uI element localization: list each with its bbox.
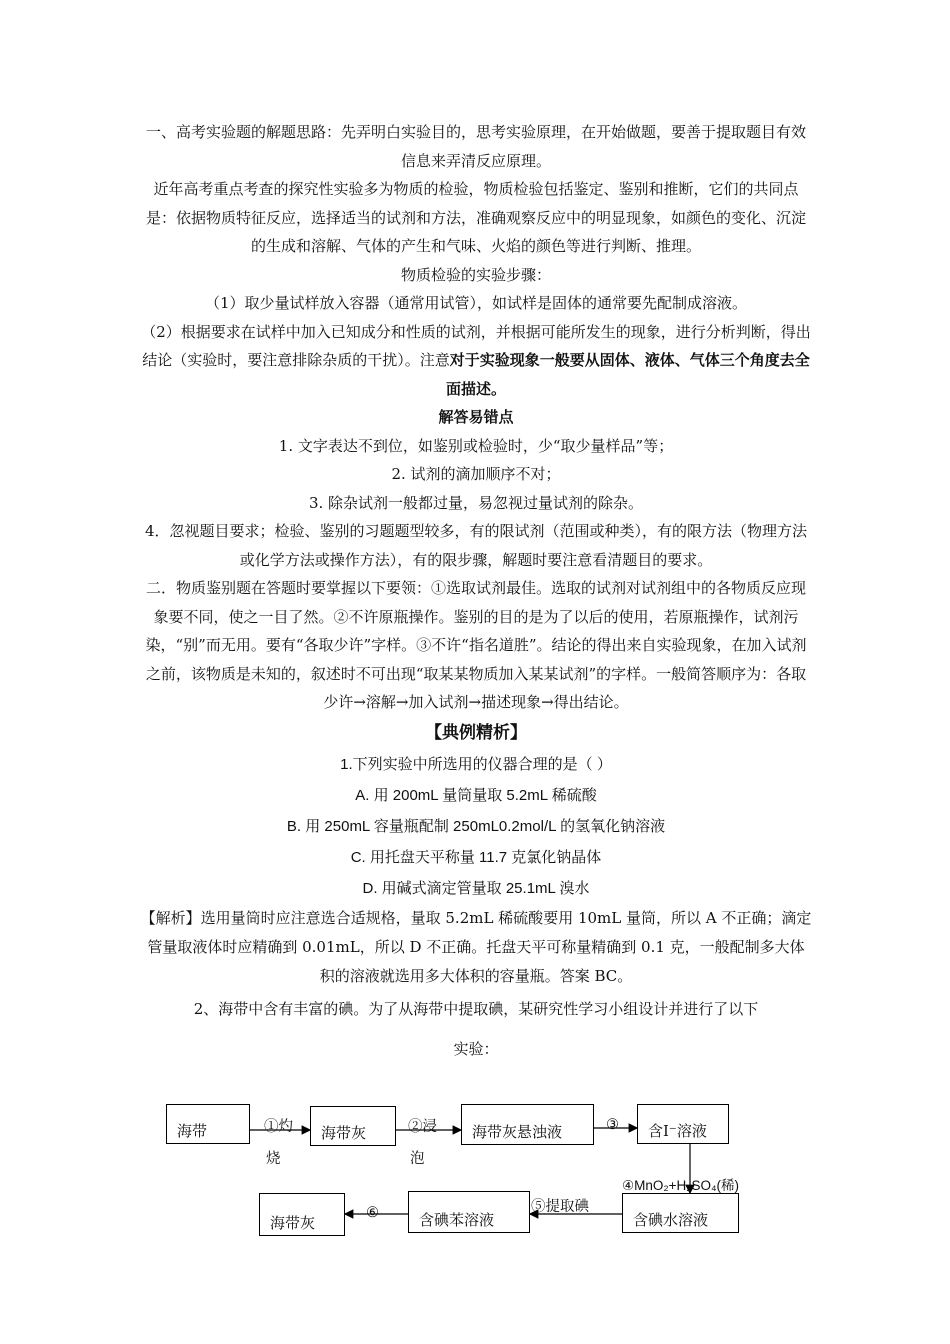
option-b: B. 用 250mL 容量瓶配制 250mL0.2mol/L 的氢氧化钠溶液	[286, 817, 666, 835]
box-iodine-water: 含碘水溶液	[622, 1193, 739, 1233]
option-c: C. 用托盘天平称量 11.7 克氯化钠晶体	[350, 848, 602, 866]
error-item: 2. 试剂的滴加顺序不对；	[391, 465, 561, 483]
option-a: A. 用 200mL 量筒量取 5.2mL 稀硫酸	[355, 786, 597, 804]
question-2-stem-end: 实验：	[453, 1040, 499, 1058]
step-4-label: ④MnO₂+H₂SO₄(稀)	[622, 1178, 739, 1193]
box-ash-suspension: 海带灰悬浊液	[461, 1104, 594, 1145]
analysis-paragraph: 【解析】选用量筒时应注意选合适规格，量取 5.2mL 稀硫酸要用 10mL 量筒，所以 A 不正确；滴定管量取液体时应精确到 0.01mL，所以 D 不正确。托盘天平可称量精确到 0.1 克，一般配制多大体积的溶液就选用多大体积的容量瓶。答案 BC。	[140, 908, 812, 985]
section-2-paragraph: 二．物质鉴别题在答题时要掌握以下要领：①选取试剂最佳。选取的试剂对试剂组中的各物质反应现象要不同，使之一目了然。②不许原瓶操作。鉴别的目的是为了以后的使用，若原瓶操作，试剂污染，“别”而无用。要有“各取少许”字样。③不许“指名道胜”。结论的得出来自实验现象，在加入试剂之前，该物质是未知的，叙述时不可出现“取某某物质加入某某试剂”的字样。一般简答顺序为：各取少许→溶解→加入试剂→描述现象→得出结论。	[145, 579, 807, 711]
box-seaweed: 海带	[166, 1104, 250, 1144]
box-iodide-solution: 含I⁻溶液	[637, 1104, 729, 1144]
steps-heading: 物质检验的实验步骤：	[400, 265, 551, 284]
step-3-label: ③	[606, 1117, 619, 1133]
errors-title: 解答易错点	[438, 408, 514, 426]
intro-paragraph-1: 一、高考实验题的解题思路：先弄明白实验目的，思考实验原理，在开始做题，要善于提取题目有效信息来弄清反应原理。	[145, 123, 806, 170]
examples-title: 【典例精析】	[425, 722, 527, 743]
option-d: D. 用碱式滴定管量取 25.1mL 溴水	[362, 879, 590, 897]
box-iodine-benzene: 含碘苯溶液	[408, 1191, 530, 1233]
box-final: 海带灰	[259, 1193, 345, 1236]
step-2-label: ②浸	[408, 1119, 437, 1135]
error-item: 1. 文字表达不到位，如鉴别或检验时，少“取少量样品”等；	[278, 436, 674, 455]
step-1-label: ①灼	[264, 1119, 293, 1135]
step-2-emphasis: 对于实验现象一般要从固体、液体、气体三个角度去全面描述。	[445, 351, 810, 398]
box-seaweed-ash: 海带灰	[310, 1106, 396, 1146]
intro-paragraph-2: 近年高考重点考查的探究性实验多为物质的检验，物质检验包括鉴定、鉴别和推断，它们的共同点是：依据物质特征反应，选择适当的试剂和方法，准确观察反应中的明显现象，如颜色的变化、沉淀的生成和溶解、气体的产生和气味、火焰的颜色等进行判断、推理。	[145, 180, 806, 255]
step-1: （1）取少量试样放入容器（通常用试管），如试样是固体的通常要先配制成溶液。	[204, 294, 748, 312]
question-2-stem: 2、海带中含有丰富的碘。为了从海带中提取碘，某研究性学习小组设计并进行了以下	[193, 999, 759, 1018]
step-2-text: （2）根据要求在试样中加入已知成分和性质的试剂，并根据可能所发生的现象，进行分析判断，得出结论（实验时，要注意排除杂质的干扰）。注意	[141, 322, 811, 369]
error-item: 4．忽视题目要求；检验、鉴别的习题题型较多，有的限试剂（范围或种类），有的限方法（物理方法或化学方法或操作方法），有的限步骤，解题时要注意看清题目的要求。	[144, 522, 808, 569]
question-1-stem: 1.下列实验中所选用的仪器合理的是（ ）	[340, 755, 612, 773]
error-item: 3. 除杂试剂一般都过量，易忽视过量试剂的除杂。	[308, 493, 644, 512]
step-1-label-end: 烧	[266, 1151, 281, 1167]
step-6-label: ⑥	[366, 1205, 379, 1221]
step-2-label-end: 泡	[410, 1151, 425, 1167]
step-5-label: ⑤提取碘	[531, 1199, 589, 1215]
